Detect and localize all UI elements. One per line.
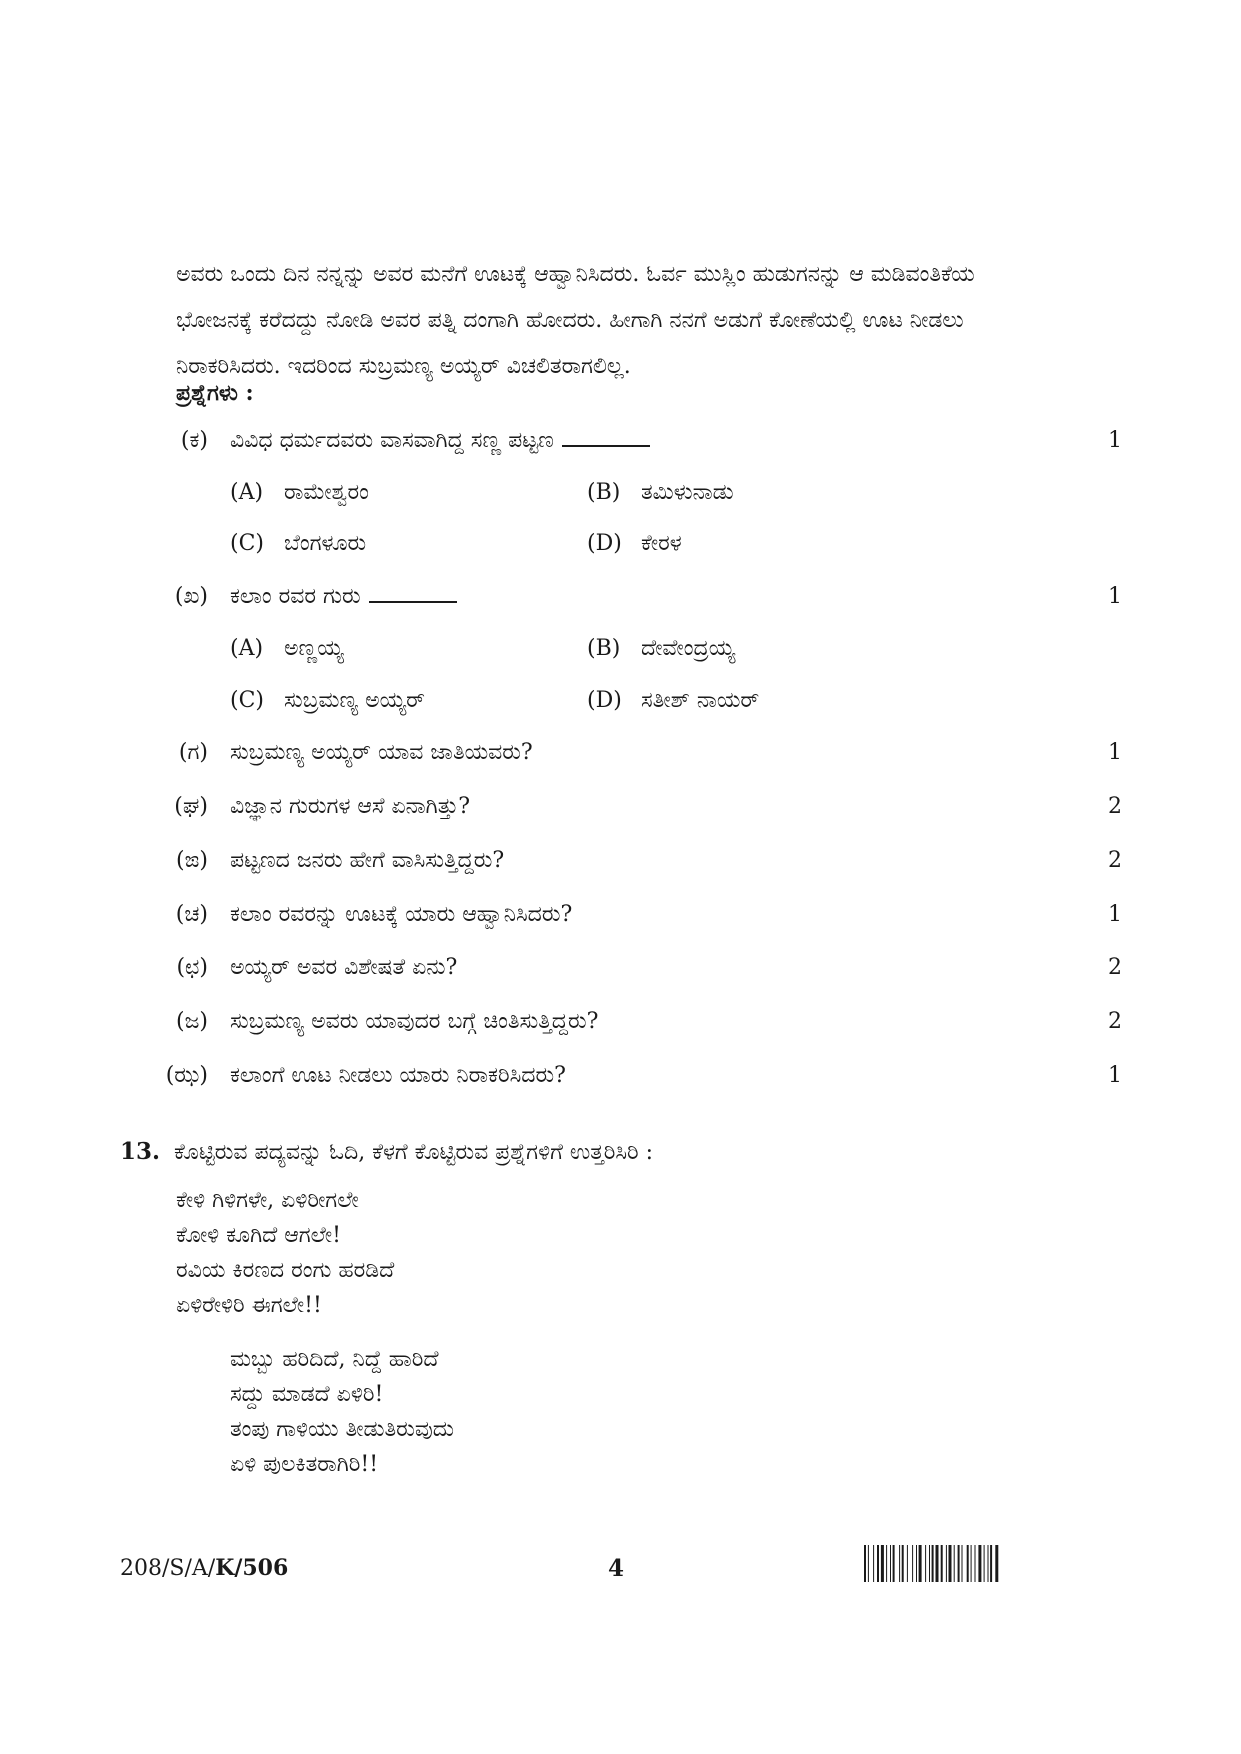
option-label: (D) bbox=[587, 531, 622, 556]
question-text: ವಿಜ್ಞಾನ ಗುರುಗಳ ಆಸೆ ಏನಾಗಿತ್ತು? bbox=[230, 794, 471, 819]
question-marks: 1 bbox=[1108, 740, 1122, 765]
question-13 bbox=[120, 1138, 653, 1165]
question-text: ಕಲಾಂ ರವರನ್ನು ಊಟಕ್ಕೆ ಯಾರು ಆಹ್ವಾನಿಸಿದರು? bbox=[230, 902, 573, 927]
poem-stanza-2 bbox=[230, 1342, 454, 1482]
passage bbox=[176, 252, 1121, 390]
question-jha bbox=[0, 1063, 1241, 1103]
question-label: (ಛ) bbox=[176, 955, 208, 980]
option-label: (C) bbox=[230, 688, 264, 713]
answer-blank bbox=[369, 585, 457, 603]
question-label: (ಘ) bbox=[174, 794, 208, 819]
poem-line: ಏಳಿ ಪುಲಕಿತರಾಗಿರಿ!! bbox=[230, 1452, 379, 1477]
question-label: (ಝ) bbox=[165, 1063, 208, 1088]
poem-line: ತಂಪು ಗಾಳಿಯು ತೀಡುತಿರುವುದು bbox=[230, 1417, 454, 1442]
paper-code-suffix: /506 bbox=[234, 1555, 289, 1581]
poem-line: ಏಳಿರೇಳಿರಿ ಈಗಲೇ!! bbox=[176, 1293, 322, 1318]
passage-line: ಭೋಜನಕ್ಕೆ ಕರೆದದ್ದು ನೋಡಿ ಅವರ ಪತ್ನಿ ದಂಗಾಗಿ ಹೋದರು. ಹೀಗಾಗಿ ನನಗೆ ಅಡುಗೆ ಕೋಣೆಯಲ್ಲಿ ಊಟ ನೀಡಲು bbox=[176, 308, 964, 333]
passage-line: ನಿರಾಕರಿಸಿದರು. ಇದರಿಂದ ಸುಬ್ರಮಣ್ಯ ಅಯ್ಯರ್ ವಿಚಲಿತರಾಗಲಿಲ್ಲ. bbox=[176, 354, 631, 379]
option-a bbox=[230, 636, 344, 661]
question-nga bbox=[0, 848, 1241, 888]
page-number: 4 bbox=[608, 1555, 625, 1582]
question-marks: 2 bbox=[1108, 1009, 1122, 1034]
question-ga bbox=[0, 740, 1241, 780]
option-c bbox=[230, 531, 366, 556]
paper-code-letter: K bbox=[215, 1555, 235, 1581]
barcode-icon bbox=[864, 1545, 1122, 1582]
poem-line: ರವಿಯ ಕಿರಣದ ರಂಗು ಹರಡಿದೆ bbox=[176, 1258, 395, 1283]
poem-line: ಮಬ್ಬು ಹರಿದಿದೆ, ನಿದ್ದೆ ಹಾರಿದೆ bbox=[230, 1347, 439, 1372]
question-marks: 2 bbox=[1108, 794, 1122, 819]
option-label: (C) bbox=[230, 531, 264, 556]
question-ja bbox=[0, 1009, 1241, 1049]
question-kha bbox=[0, 584, 1241, 624]
question-label: (ಕ) bbox=[180, 428, 208, 453]
question-label: (ಚ) bbox=[175, 902, 208, 927]
option-label: (A) bbox=[230, 636, 264, 661]
option-text: ಸತೀಶ್ ನಾಯರ್ bbox=[641, 688, 760, 713]
answer-blank bbox=[562, 429, 650, 447]
option-a bbox=[230, 480, 369, 505]
question-marks: 2 bbox=[1108, 848, 1122, 873]
questions-heading: ಪ್ರಶ್ನೆಗಳು : bbox=[176, 380, 254, 406]
passage-line: ಅವರು ಒಂದು ದಿನ ನನ್ನನ್ನು ಅವರ ಮನೆಗೆ ಊಟಕ್ಕೆ ಆಹ್ವಾನಿಸಿದರು. ಓರ್ವ ಮುಸ್ಲಿಂ ಹುಡುಗನನ್ನು ಆ ಮಡಿವಂತಿಕೆಯ bbox=[176, 262, 975, 287]
question-label: (ಗ) bbox=[178, 740, 208, 765]
question-13-text: ಕೊಟ್ಟಿರುವ ಪದ್ಯವನ್ನು ಓದಿ, ಕೆಳಗೆ ಕೊಟ್ಟಿರುವ ಪ್ರಶ್ನೆಗಳಿಗೆ ಉತ್ತರಿಸಿರಿ : bbox=[174, 1140, 654, 1165]
option-label: (B) bbox=[587, 480, 621, 505]
question-text bbox=[230, 428, 650, 453]
option-b bbox=[587, 480, 734, 505]
question-text bbox=[230, 584, 457, 609]
option-c bbox=[230, 688, 425, 713]
question-number: 13. bbox=[120, 1138, 161, 1165]
question-marks: 1 bbox=[1108, 902, 1122, 927]
option-label: (B) bbox=[587, 636, 621, 661]
paper-code-prefix: 208/S/A/ bbox=[120, 1556, 216, 1581]
question-text: ಅಯ್ಯರ್ ಅವರ ವಿಶೇಷತೆ ಏನು? bbox=[230, 955, 458, 980]
question-label: (ಖ) bbox=[174, 584, 208, 609]
question-ka bbox=[0, 428, 1241, 468]
option-text: ಕೇರಳ bbox=[641, 531, 682, 556]
question-text: ಕಲಾಂಗೆ ಊಟ ನೀಡಲು ಯಾರು ನಿರಾಕರಿಸಿದರು? bbox=[230, 1063, 566, 1088]
poem-line: ಸದ್ದು ಮಾಡದೆ ಏಳಿರಿ! bbox=[230, 1382, 384, 1407]
question-marks: 2 bbox=[1108, 955, 1122, 980]
option-b bbox=[587, 636, 735, 661]
option-text: ಅಣ್ಣಯ್ಯ bbox=[284, 636, 344, 661]
option-label: (D) bbox=[587, 688, 622, 713]
option-d bbox=[587, 688, 759, 713]
question-text: ಸುಬ್ರಮಣ್ಯ ಅಯ್ಯರ್ ಯಾವ ಜಾತಿಯವರು? bbox=[230, 740, 533, 765]
question-label: (ಜ) bbox=[176, 1009, 208, 1034]
question-marks: 1 bbox=[1108, 1063, 1122, 1088]
option-text: ಸುಬ್ರಮಣ್ಯ ಅಯ್ಯರ್ bbox=[284, 688, 425, 713]
poem-line: ಕೋಳಿ ಕೂಗಿದೆ ಆಗಲೇ! bbox=[176, 1223, 341, 1248]
option-text: ದೇವೇಂದ್ರಯ್ಯ bbox=[641, 636, 736, 661]
question-label: (ಙ) bbox=[176, 848, 208, 873]
question-text: ಸುಬ್ರಮಣ್ಯ ಅವರು ಯಾವುದರ ಬಗ್ಗೆ ಚಿಂತಿಸುತ್ತಿದ್ದರು? bbox=[230, 1009, 599, 1034]
option-text: ತಮಿಳುನಾಡು bbox=[641, 480, 734, 505]
option-text: ಬೆಂಗಳೂರು bbox=[284, 531, 367, 556]
question-chha bbox=[0, 955, 1241, 995]
question-marks: 1 bbox=[1108, 584, 1122, 609]
question-text: ಪಟ್ಟಣದ ಜನರು ಹೇಗೆ ವಾಸಿಸುತ್ತಿದ್ದರು? bbox=[230, 848, 505, 873]
poem-line: ಕೇಳಿ ಗಿಳಿಗಳೇ, ಏಳಿರೀಗಲೇ bbox=[176, 1188, 359, 1213]
question-cha bbox=[0, 902, 1241, 942]
option-label: (A) bbox=[230, 480, 264, 505]
option-text: ರಾಮೇಶ್ವರಂ bbox=[284, 480, 369, 505]
question-text-content: ವಿವಿಧ ಧರ್ಮದವರು ವಾಸವಾಗಿದ್ದ ಸಣ್ಣ ಪಟ್ಟಣ bbox=[230, 428, 554, 453]
option-d bbox=[587, 531, 682, 556]
paper-code bbox=[120, 1555, 288, 1581]
question-gha bbox=[0, 794, 1241, 834]
poem-stanza-1 bbox=[176, 1183, 394, 1323]
question-marks: 1 bbox=[1108, 428, 1122, 453]
question-text-content: ಕಲಾಂ ರವರ ಗುರು bbox=[230, 584, 361, 609]
